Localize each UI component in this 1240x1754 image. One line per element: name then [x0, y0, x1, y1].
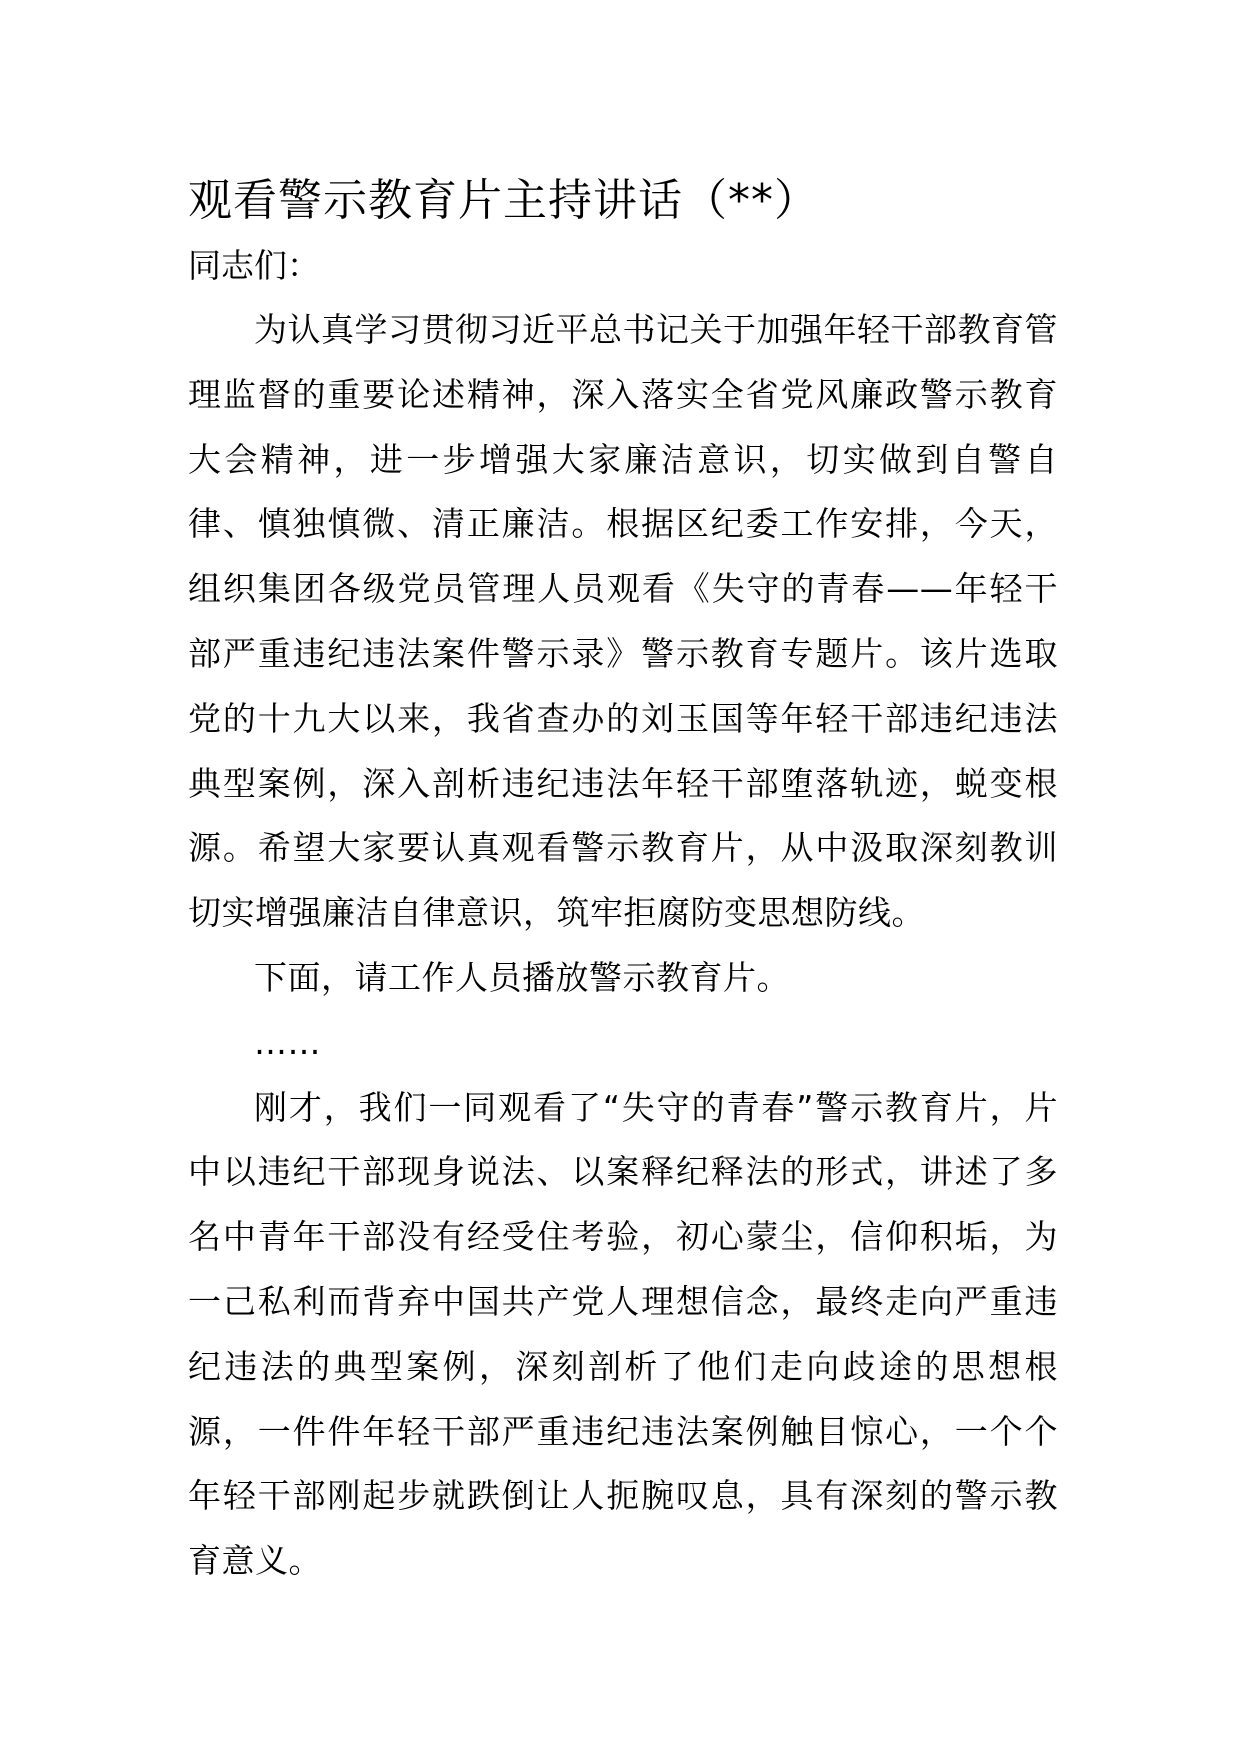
document-body	[188, 168, 1058, 1594]
paragraph-ellipsis: ……	[254, 1022, 321, 1062]
paragraph-reflection: 刚才，我们一同观看了“失守的青春”警示教育片，片中以违纪干部现身说法、以案释纪释法的形式，讲述了多名中青年干部没有经受住考验，初心蒙尘，信仰积垢，为一己私利而背弃中国共产党人理想信念，最终走向严重违纪违法的典型案例，深刻剖析了他们走向歧途的思想根源，一件件年轻干部严重违纪违法案例触目惊心，一个个年轻干部刚起步就跌倒让人扼腕叹息，具有深刻的警示教育意义。	[188, 1087, 1058, 1581]
paragraph-play-film: 下面，请工作人员播放警示教育片。	[254, 957, 790, 997]
document-title: 观看警示教育片主持讲话（**）	[188, 175, 819, 226]
paragraph-intro: 为认真学习贯彻习近平总书记关于加强年轻干部教育管理监督的重要论述精神，深入落实全省党风廉政警示教育大会精神，进一步增强大家廉洁意识，切实做到自警自律、慎独慎微、清正廉洁。根据区纪委工作安排，今天，组织集团各级党员管理人员观看《失守的青春——年轻干部严重违纪违法案件警示录》警示教育专题片。该片选取党的十九大以来，我省查办的刘玉国等年轻干部违纪违法典型案例，深入剖析违纪违法年轻干部堕落轨迹，蜕变根源。希望大家要认真观看警示教育片，从中汲取深刻教训切实增强廉洁自律意识，筑牢拒腐防变思想防线。	[188, 310, 1058, 933]
salutation: 同志们：	[188, 246, 320, 285]
